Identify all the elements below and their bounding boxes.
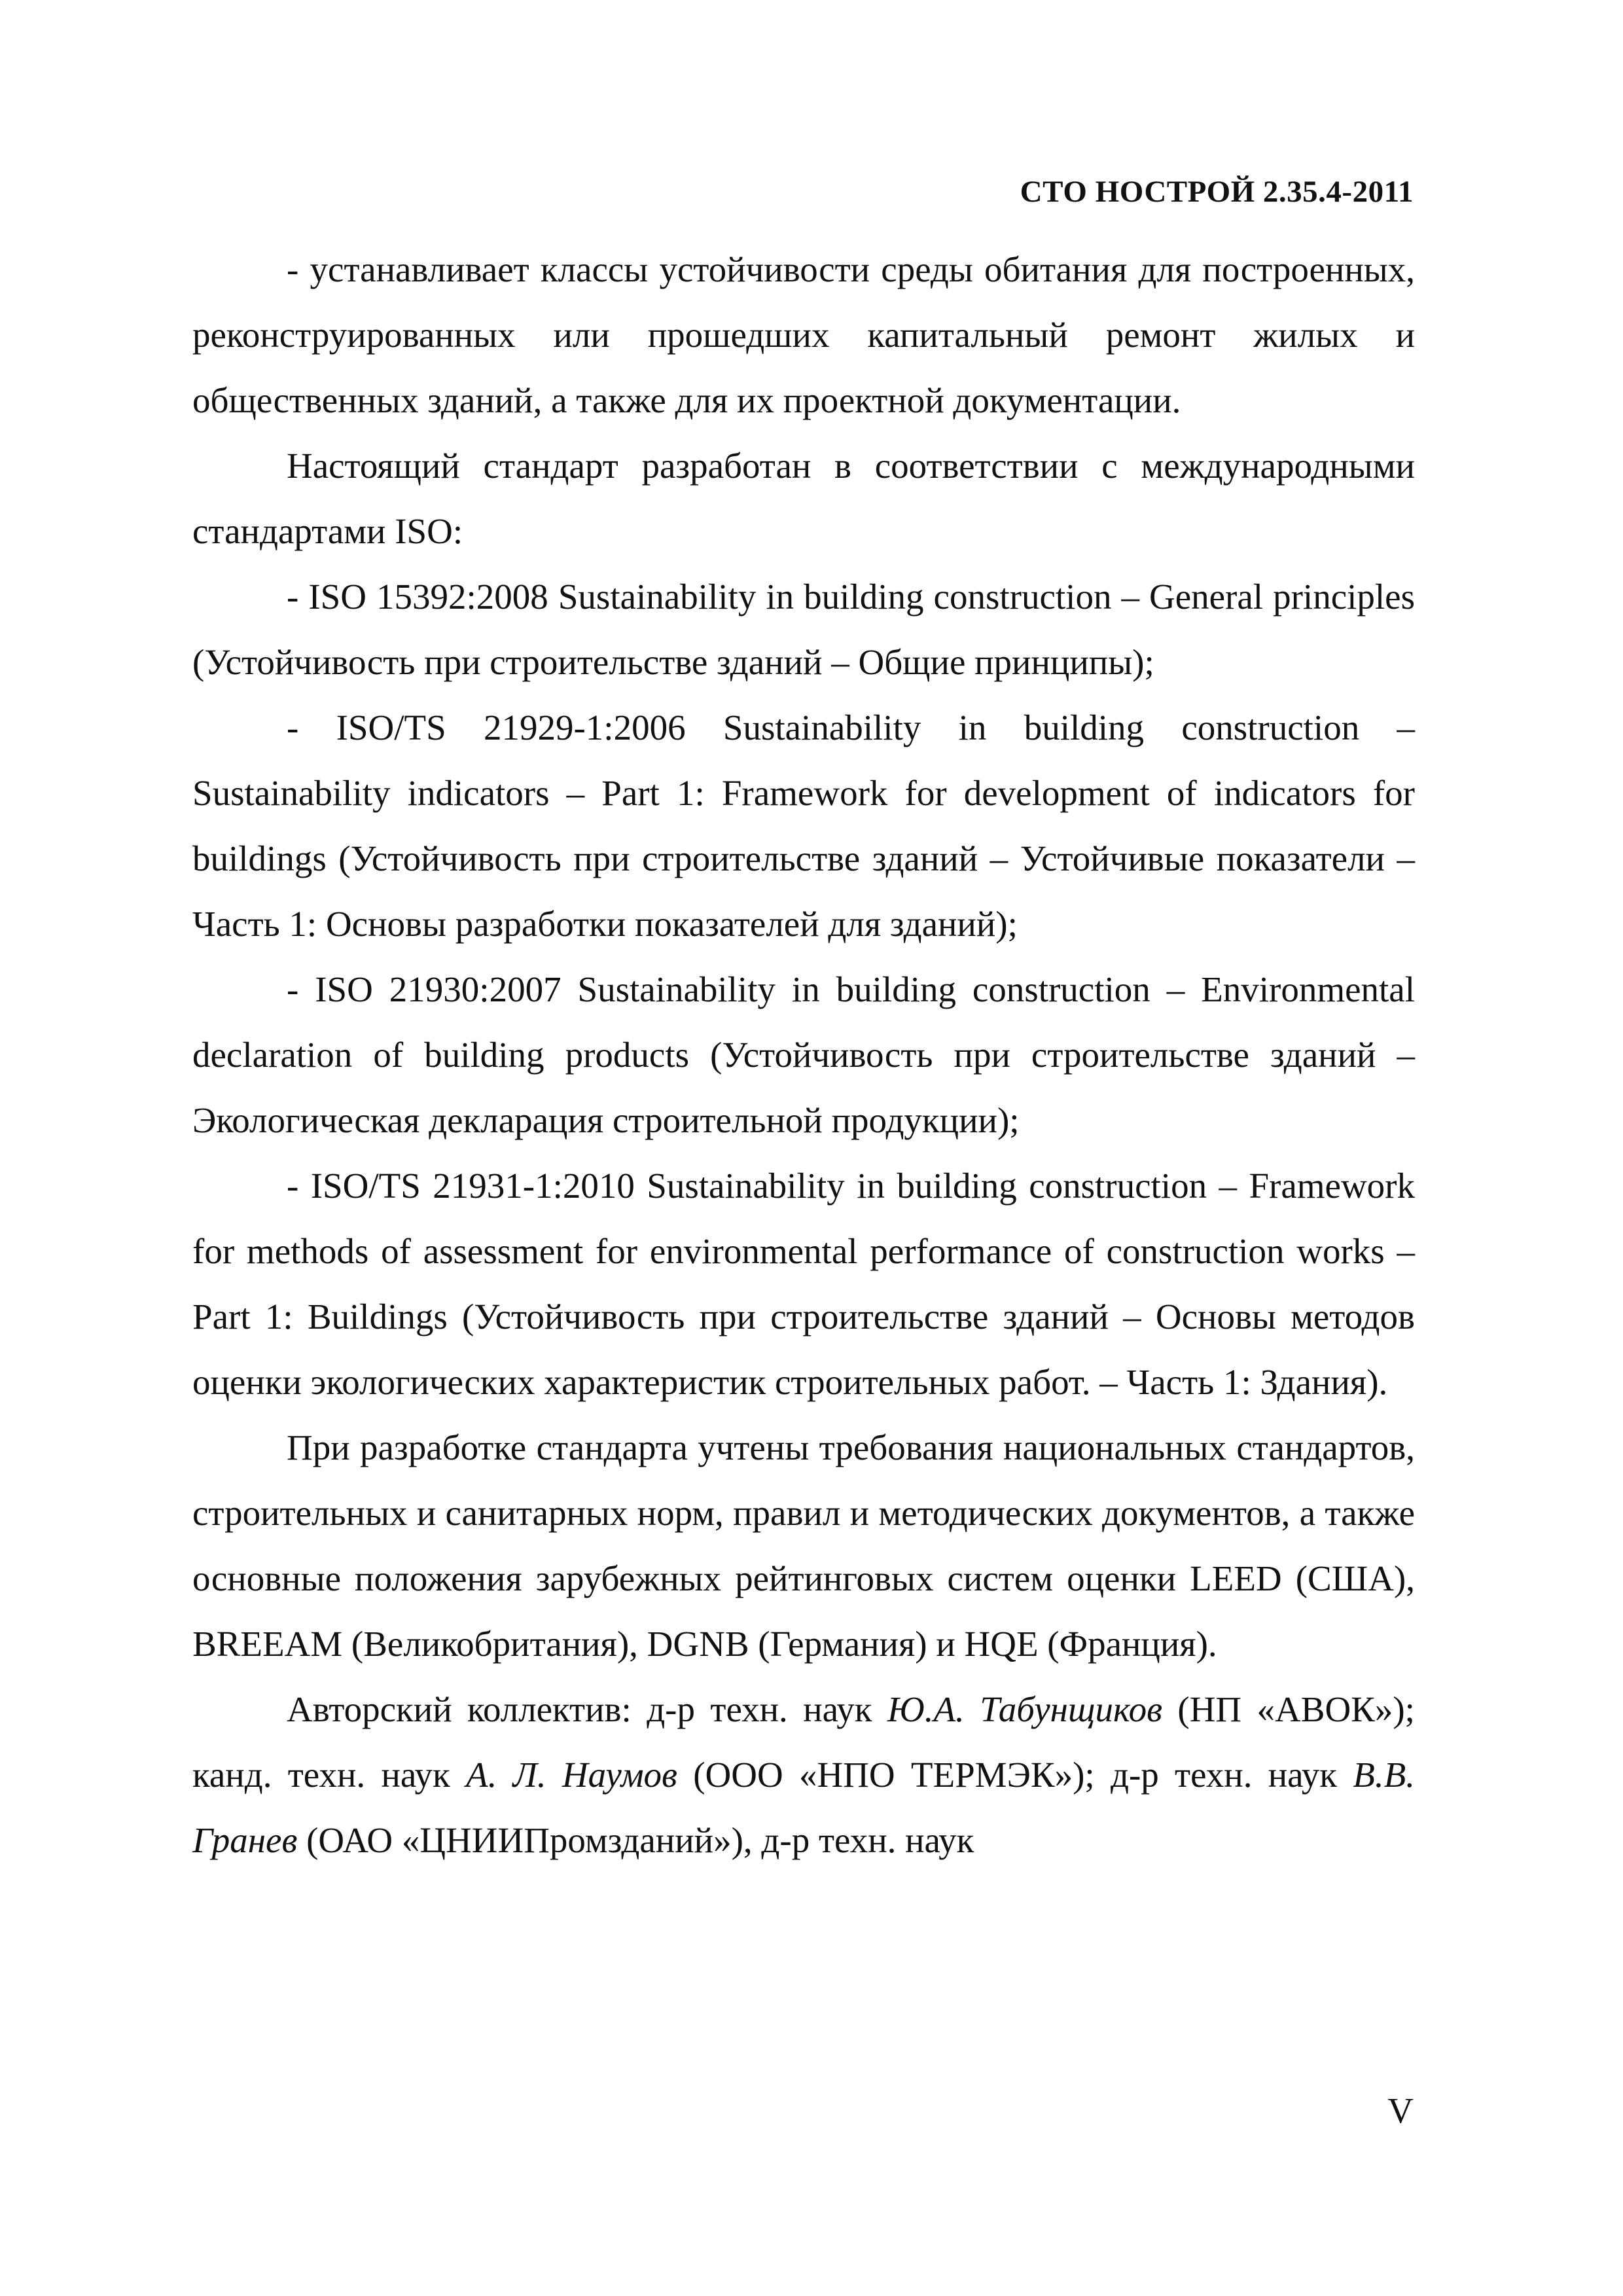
- paragraph-scope: - устанавливает классы устойчивости среды обитания для построенных, реконструированных или прошедших капитальный ремонт жилых и общественных зданий, а также для их проектной документации.: [192, 249, 1415, 420]
- author-name: А. Л. Наумов: [466, 1755, 677, 1795]
- paragraph-iso-21930: - ISO 21930:2007 Sustainability in building construction – Environmental declaration of building products (Устойчивость при строительстве зданий – Экологическая декларация строительной продукции);: [192, 969, 1415, 1140]
- paragraph-iso-15392: - ISO 15392:2008 Sustainability in building construction – General principles (Устойчивость при строительстве зданий – Общие принципы);: [192, 577, 1415, 682]
- author-name: В.В. Гранев: [192, 1755, 1415, 1860]
- paragraph-national-standards: При разработке стандарта учтены требования национальных стандартов, строительных и санитарных норм, правил и методических документов, а также основные положения зарубежных рейтинговых систем оценки LEED (США), BREEAM (Великобритания), DGNB (Германия) и HQE (Франция).: [192, 1427, 1415, 1664]
- paragraph-authors: [192, 1677, 1415, 1873]
- page-number: V: [1387, 2090, 1414, 2130]
- paragraph-iso-21931: - ISO/TS 21931-1:2010 Sustainability in building construction – Framework for methods of assessment for environmental performance of construction works – Part 1: Buildings (Устойчивость при строительстве зданий – Основы методов оценки экологических характеристик строительных работ. – Часть 1: Здания).: [192, 1166, 1415, 1402]
- paragraph-iso-intro: Настоящий стандарт разработан в соответствии с международными стандартами ISO:: [192, 446, 1415, 551]
- author-name: Ю.А. Табунщиков: [887, 1689, 1162, 1729]
- authors-intro: Авторский коллектив: д-р техн. наук: [287, 1689, 887, 1729]
- body-text: [192, 237, 1415, 1873]
- author-org: (ООО «НПО ТЕРМЭК»); д-р техн. наук: [677, 1755, 1353, 1795]
- paragraph-iso-21929: - ISO/TS 21929-1:2006 Sustainability in building construction – Sustainability indicators – Part 1: Framework for development of indicators for buildings (Устойчивость при строительстве зданий – Устойчивые показатели – Часть 1: Основы разработки показателей для зданий);: [192, 708, 1415, 944]
- document-code-header: СТО НОСТРОЙ 2.35.4-2011: [1020, 175, 1414, 209]
- author-org: (ОАО «ЦНИИПромзданий»), д-р техн. наук: [297, 1820, 974, 1860]
- author-org: (НП «АВОК»); канд. техн. наук: [192, 1689, 1415, 1795]
